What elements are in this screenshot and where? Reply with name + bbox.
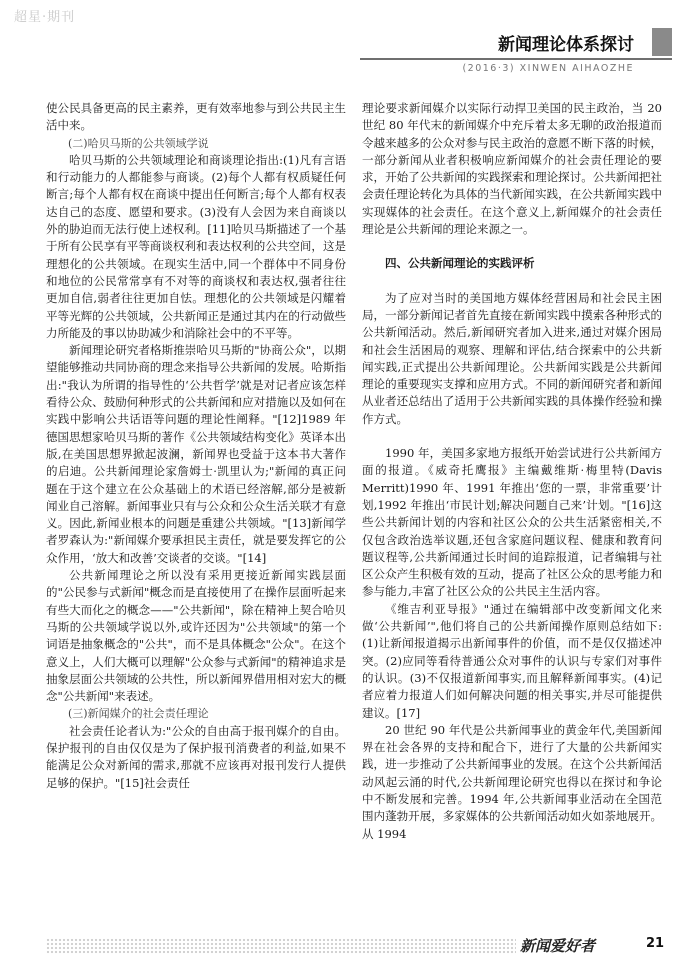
body-paragraph: 新闻理论研究者格斯推崇哈贝马斯的"协商公众"，以期望能够推动共同协商的理念来指导公共新闻的发展。哈斯指出:"我认为所谓的指导性的‘公共哲学’就是对记者应该怎样看待公众、鼓励何种形式的公共新闻和应对措施以及如何在实践中影响公共话语等问题的理论性阐释。"[12]1989 年德国思想家哈贝马斯的著作《公共领域结构变化》英译本出版,在美国思想界掀起波澜，新闻界也受益于这本书大著作的启迪。公共新闻理论家詹姆士·凯里认为;"新闻的真正问题在于这个建立在公众基础上的术语已经溶解,部分是被新闻业自己溶解。新闻事业只有与公众和公众生活关联才有意义。因此,新闻业根本的问题是重建公共领域。"[13]新闻学者罗森认为:"新闻媒介要承担民主责任，就是要发挥它的公众作用，‘放大和改善’交谈者的交谈。"[14] — [46, 343, 346, 565]
column-title: 新闻理论体系探讨 — [498, 35, 634, 55]
body-paragraph: 社会责任论者认为:"公众的自由高于报刊媒介的自由。保护报刊的自由仅仅是为了保护报刊消费者的利益,如果不能满足公众对新闻的需求,那就不应该再对报刊发行人提供足够的保护。"[15]社会责任 — [46, 723, 346, 790]
body-paragraph: 公共新闻理论之所以没有采用更接近新闻实践层面的"公民参与式新闻"概念而是直接使用了在操作层面听起来有些大而化之的概念——"公共新闻"，除在精神上契合哈贝马斯的公共领域学说以外,或许还因为"公共领域"的第一个词语是抽象概念的"公共"，而不是具体概念"公众"。在这个意义上，人们大概可以理解"公众参与式新闻"的精神追求是抽象层面公共领域的公共性，所以新闻界借用相对宏大的概念"公共新闻"来表述。 — [46, 568, 346, 704]
page-number: 21 — [646, 936, 665, 951]
section-heading: 四、公共新闻理论的实践评析 — [385, 256, 535, 271]
body-paragraph: 1990 年，美国多家地方报纸开始尝试进行公共新闻方面的报道。《威奇托鹰报》主编戴维斯·梅里特(Davis Merritt)1990 年、1991 年推出‘您的一票，非常重要’计划,1992 年推出‘市民计划;解决问题自己来’计划。"[16]这些公共新闻计划的内容和社区公众的公共生活紧密相关,不仅包含政治选举议题,还包含家庭问题议程、健康和教育问题议程等,公共新闻通过长时间的追踪报道，记者编辑与社区公众产生积极有效的互动，提高了社区公众的思考能力和参与能力,丰富了社区公众的公共民主生活内容。 — [362, 446, 662, 599]
section-heading: (三)新闻媒介的社会责任理论 — [68, 707, 209, 721]
issue-subtitle: (2016·3) XINWEN AIHAOZHE — [462, 63, 634, 74]
body-paragraph: 使公民具备更高的民主素养，更有效率地参与到公共民主生活中来。 — [46, 101, 346, 133]
right-text-column — [362, 100, 662, 932]
section-heading: (二)哈贝马斯的公共领域学说 — [68, 136, 209, 150]
body-paragraph: 20 世纪 90 年代是公共新闻事业的黄金年代,美国新闻界在社会各界的支持和配合下，进行了大量的公共新闻实践，进一步推动了公共新闻事业的发展。在这个公共新闻活动风起云涌的时代,公共新闻理论研究也得以在探讨和争论中不断发展和完善。1994 年,公共新闻事业活动在全国范围内蓬勃开展，多家媒体的公共新闻活动如火如荼地展开。从 1994 — [362, 722, 662, 841]
body-paragraph: 理论要求新闻媒介以实际行动捍卫美国的民主政治，当 20 世纪 80 年代末的新闻媒介中充斥着太多无聊的政治报道而令越来越多的公众对参与民主政治的意愿不断下落的时候，一部分新闻从业者积极响应新闻媒介的社会责任理论的要求，开始了公共新闻的实践探索和理论探讨。公共新闻把社会责任理论转化为具体的当代新闻实践，在公共新闻实践中实现媒体的社会责任。在这个意义上,新闻媒介的社会责任理论是公共新闻的理论来源之一。 — [362, 101, 662, 237]
left-text-column — [46, 100, 346, 932]
footer-dotted-bar — [46, 938, 516, 954]
body-paragraph: 哈贝马斯的公共领域理论和商谈理论指出:(1)凡有言语和行动能力的人都能参与商谈。(2)每个人都有权质疑任何断言;每个人都有权在商谈中提出任何断言;每个人都有权表达自己的态度、愿望和要求。(3)没有人会因为来自商谈以外的胁迫而无法行使上述权利。[11]哈贝马斯描述了一个基于所有公民享有平等商谈权利和表达权利的公共空间，这是理想化的公共领域。在现实生活中,同一个群体中不同身份和地位的公民常常享有不对等的商谈权和表达权,强者往往更加自信,弱者往往更加自怯。理想化的公共领域是闪耀着平等光辉的公共领域，公共新闻正是通过其内在的行动做些力所能及的事以协助减少和消除社会中的不平等。 — [46, 152, 346, 340]
body-paragraph: 为了应对当时的美国地方媒体经营困局和社会民主困局，一部分新闻记者首先直接在新闻实践中摸索各种形式的公共新闻活动。然后,新闻研究者加入进来,通过对媒介困局和社会生活困局的观察、理解和评估,结合探索中的公共新闻实践,正式提出公共新闻理论。公共新闻实践是公共新闻理论的重要现实支撑和应用方式。不同的新闻研究者和新闻从业者还总结出了适用于公共新闻实践的具体操作经验和操作方式。 — [362, 290, 662, 426]
header-rule — [360, 58, 672, 60]
publisher-watermark: 超星·期刊 — [14, 10, 76, 25]
body-paragraph: 《维吉利亚导报》"通过在编辑部中改变新闻文化来做‘公共新闻’",他们将自己的公共新闻操作原则总结如下:(1)让新闻报道揭示出新闻事件的价值，而不是仅仅描述冲突。(2)应同等看待普通公众对事件的认识与专家们对事件的认识。(3)不仅报道新闻事实,而且解释新闻事实。(4)记者应着力报道人们如何解决问题的相关事实,并尽可能提供建议。[17] — [362, 601, 662, 720]
header-accent-block — [652, 28, 672, 56]
magazine-logo: 新闻爱好者 — [520, 937, 596, 955]
